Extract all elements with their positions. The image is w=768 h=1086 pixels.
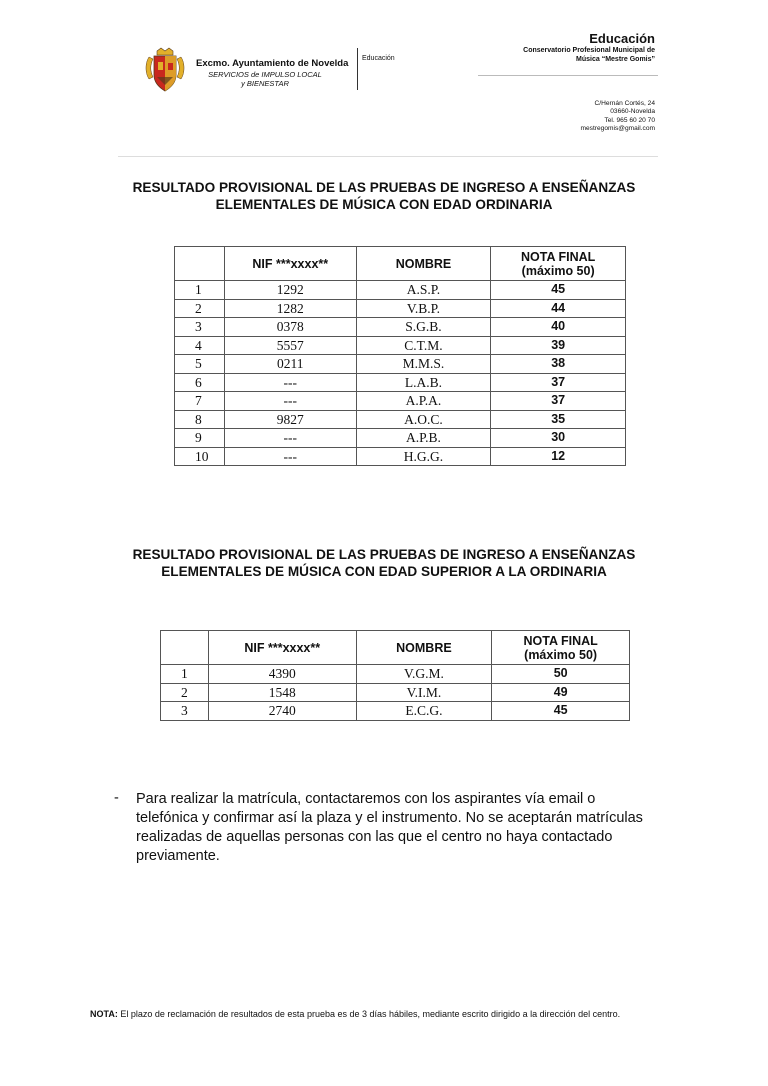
nif-cell: 5557 [224,336,356,355]
nota-cell: 50 [492,665,630,684]
table-row [175,355,626,374]
row-index: 2 [161,683,209,702]
nif-cell: --- [224,447,356,466]
results-table-above-ordinary-age [160,630,630,721]
education-label-large: Educación [589,31,655,46]
nombre-cell: A.P.B. [356,429,491,448]
nota-cell: 45 [492,702,630,721]
nombre-cell: A.S.P. [356,281,491,300]
col-header-nif: NIF ***xxxx** [224,247,356,281]
section2-title [60,546,708,580]
nota-cell: 12 [491,447,626,466]
education-label-small: Educación [362,55,395,62]
conservatorio-name-line2: Música “Mestre Gomis” [576,56,655,63]
table-header-row [175,247,626,281]
table-header-row [161,631,630,665]
nif-cell: 0378 [224,318,356,337]
nombre-cell: V.I.M. [356,683,492,702]
col-header-index [175,247,225,281]
row-index: 8 [175,410,225,429]
col-header-nif: NIF ***xxxx** [208,631,356,665]
nota-cell: 49 [492,683,630,702]
table-row [175,373,626,392]
ayuntamiento-name: Excmo. Ayuntamiento de Novelda [196,58,349,69]
row-index: 1 [175,281,225,300]
nota-cell: 40 [491,318,626,337]
contact-block [581,100,655,134]
nombre-cell: L.A.B. [356,373,491,392]
row-index: 10 [175,447,225,466]
row-index: 5 [175,355,225,374]
row-index: 7 [175,392,225,411]
nif-cell: --- [224,373,356,392]
header-rule [478,75,658,76]
nombre-cell: A.P.A. [356,392,491,411]
ayuntamiento-department [199,70,331,88]
ayuntamiento-dept-line1: SERVICIOS de IMPULSO LOCAL [208,70,322,79]
header-bottom-rule [118,156,658,157]
col-header-index [161,631,209,665]
col-header-nota [492,631,630,665]
enrollment-note: Para realizar la matrícula, contactaremos con los aspirantes vía email o telefónica y confirmar así la plaza y el instrumento. No se aceptarán matrículas realizadas de aquellas personas con las que el centro no haya contactado previamente. [136,791,643,864]
table-row [175,281,626,300]
address-city: 03660-Novelda [610,108,655,116]
nif-cell: 9827 [224,410,356,429]
section1-title [60,179,708,213]
table-row [175,429,626,448]
section1-title-line1: RESULTADO PROVISIONAL DE LAS PRUEBAS DE INGRESO A ENSEÑANZAS [132,180,636,195]
nombre-cell: C.T.M. [356,336,491,355]
phone-number: Tel. 965 60 20 70 [604,116,655,124]
row-index: 9 [175,429,225,448]
nombre-cell: S.G.B. [356,318,491,337]
col-header-nota-line1: NOTA FINAL [521,249,596,264]
nif-cell: --- [224,429,356,448]
nif-cell: 1282 [224,299,356,318]
novelda-coat-of-arms-icon [143,47,187,93]
section1-title-line2: ELEMENTALES DE MÚSICA CON EDAD ORDINARIA [215,197,553,212]
footer-note-text: El plazo de reclamación de resultados de esta prueba es de 3 días hábiles, mediante escrito dirigido a la dirección del centro. [117,1009,621,1019]
row-index: 4 [175,336,225,355]
row-index: 3 [161,702,209,721]
results-table-ordinary-age [174,246,626,466]
nota-cell: 30 [491,429,626,448]
address-street: C/Hernán Cortés, 24 [594,100,655,107]
nota-cell: 45 [491,281,626,300]
row-index: 3 [175,318,225,337]
table-row [175,447,626,466]
nota-cell: 44 [491,299,626,318]
table-row [161,665,630,684]
footer-note [90,1009,620,1019]
nif-cell: 0211 [224,355,356,374]
table-row [175,336,626,355]
col-header-nota [491,247,626,281]
col-header-nota-line2: (máximo 50) [521,263,595,278]
col-header-nota-line1: NOTA FINAL [523,633,598,648]
row-index: 2 [175,299,225,318]
nombre-cell: V.B.P. [356,299,491,318]
nombre-cell: V.G.M. [356,665,492,684]
table-row [161,683,630,702]
table-row [175,318,626,337]
table-row [175,299,626,318]
note-bullet: - [114,790,119,806]
col-header-nombre: NOMBRE [356,631,492,665]
nota-cell: 35 [491,410,626,429]
header-vertical-divider [357,48,358,90]
footer-note-label: NOTA: [90,1009,118,1019]
nota-cell: 37 [491,373,626,392]
conservatorio-name-line1: Conservatorio Profesional Municipal de [523,47,655,54]
table-row [175,410,626,429]
ayuntamiento-dept-line2: y BIENESTAR [241,79,289,88]
nif-cell: 1548 [208,683,356,702]
section2-title-line1: RESULTADO PROVISIONAL DE LAS PRUEBAS DE INGRESO A ENSEÑANZAS [132,547,636,562]
nota-cell: 39 [491,336,626,355]
nif-cell: 4390 [208,665,356,684]
col-header-nombre: NOMBRE [356,247,491,281]
nombre-cell: A.O.C. [356,410,491,429]
nota-cell: 37 [491,392,626,411]
section2-title-line2: ELEMENTALES DE MÚSICA CON EDAD SUPERIOR A LA ORDINARIA [161,564,607,579]
nombre-cell: E.C.G. [356,702,492,721]
nif-cell: 1292 [224,281,356,300]
nombre-cell: H.G.G. [356,447,491,466]
nif-cell: 2740 [208,702,356,721]
table-row [161,702,630,721]
nif-cell: --- [224,392,356,411]
col-header-nota-line2: (máximo 50) [524,647,598,662]
row-index: 1 [161,665,209,684]
nota-cell: 38 [491,355,626,374]
row-index: 6 [175,373,225,392]
table-row [175,392,626,411]
email-address: mestregomis@gmail.com [580,125,655,133]
nombre-cell: M.M.S. [356,355,491,374]
